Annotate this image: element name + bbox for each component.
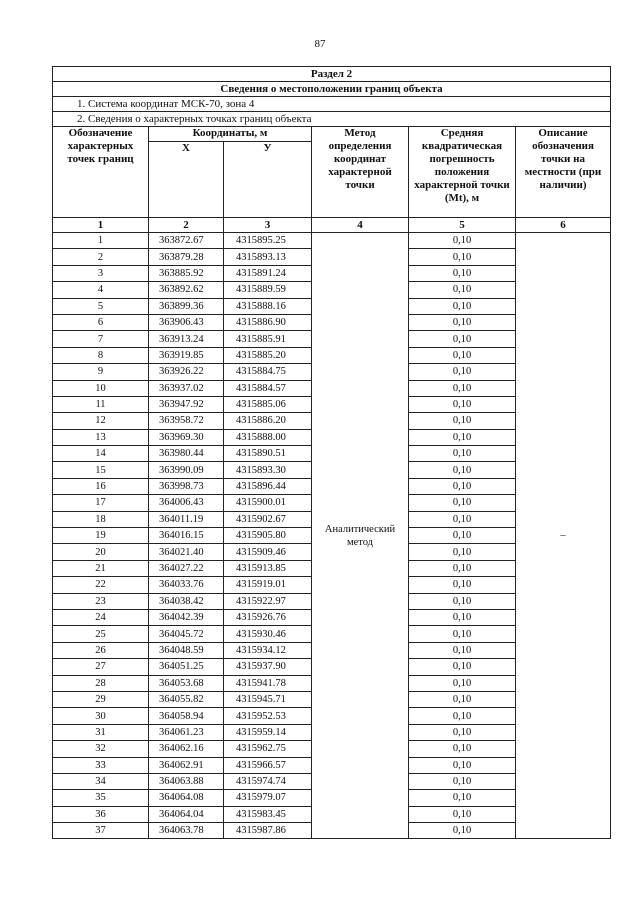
coord-y: 4315888.16 (224, 298, 312, 314)
point-number: 34 (53, 773, 149, 789)
info-line-points: 2. Сведения о характерных точках границ объекта (53, 112, 611, 127)
coord-y: 4315909.46 (224, 544, 312, 560)
accuracy-value: 0,10 (409, 790, 516, 806)
column-number: 4 (312, 218, 409, 233)
point-number: 14 (53, 446, 149, 462)
accuracy-value: 0,10 (409, 528, 516, 544)
coord-y: 4315900.01 (224, 495, 312, 511)
page-number: 87 (314, 38, 326, 50)
accuracy-value: 0,10 (409, 691, 516, 707)
point-number: 15 (53, 462, 149, 478)
coord-y: 4315945.71 (224, 691, 312, 707)
coord-y: 4315902.67 (224, 511, 312, 527)
coord-y: 4315889.59 (224, 282, 312, 298)
coord-y: 4315896.44 (224, 478, 312, 494)
coord-x: 363958.72 (149, 413, 224, 429)
point-number: 12 (53, 413, 149, 429)
coord-y: 4315885.91 (224, 331, 312, 347)
coord-x: 363906.43 (149, 314, 224, 330)
accuracy-value: 0,10 (409, 380, 516, 396)
point-number: 3 (53, 265, 149, 281)
info-title: Сведения о местоположении границ объекта (53, 82, 611, 97)
point-number: 32 (53, 741, 149, 757)
point-number: 36 (53, 806, 149, 822)
point-number: 37 (53, 823, 149, 839)
coord-y: 4315893.13 (224, 249, 312, 265)
coord-y: 4315966.57 (224, 757, 312, 773)
point-number: 29 (53, 691, 149, 707)
coord-x: 363919.85 (149, 347, 224, 363)
point-number: 28 (53, 675, 149, 691)
coord-y: 4315987.86 (224, 823, 312, 839)
coord-x: 363937.02 (149, 380, 224, 396)
accuracy-value: 0,10 (409, 282, 516, 298)
coord-y: 4315885.06 (224, 396, 312, 412)
coord-x: 363872.67 (149, 233, 224, 249)
header-coords: Координаты, м (149, 127, 312, 142)
coord-x: 363879.28 (149, 249, 224, 265)
accuracy-value: 0,10 (409, 511, 516, 527)
accuracy-value: 0,10 (409, 757, 516, 773)
point-number: 17 (53, 495, 149, 511)
coord-x: 364045.72 (149, 626, 224, 642)
header-x: X (149, 142, 224, 218)
coord-x: 364038.42 (149, 593, 224, 609)
column-number: 2 (149, 218, 224, 233)
info-line-crs: 1. Система координат МСК-70, зона 4 (53, 97, 611, 112)
point-number: 21 (53, 560, 149, 576)
coord-y: 4315962.75 (224, 741, 312, 757)
accuracy-value: 0,10 (409, 675, 516, 691)
coord-x: 363947.92 (149, 396, 224, 412)
accuracy-value: 0,10 (409, 642, 516, 658)
coord-x: 364055.82 (149, 691, 224, 707)
accuracy-value: 0,10 (409, 446, 516, 462)
accuracy-value: 0,10 (409, 478, 516, 494)
point-number: 16 (53, 478, 149, 494)
accuracy-value: 0,10 (409, 773, 516, 789)
coord-y: 4315885.20 (224, 347, 312, 363)
coord-x: 364061.23 (149, 724, 224, 740)
accuracy-value: 0,10 (409, 544, 516, 560)
accuracy-value: 0,10 (409, 364, 516, 380)
column-number: 1 (53, 218, 149, 233)
point-number: 23 (53, 593, 149, 609)
section-title: Раздел 2 (53, 67, 611, 82)
coord-x: 364033.76 (149, 577, 224, 593)
accuracy-value: 0,10 (409, 577, 516, 593)
accuracy-value: 0,10 (409, 659, 516, 675)
coord-y: 4315890.51 (224, 446, 312, 462)
accuracy-value: 0,10 (409, 593, 516, 609)
accuracy-value: 0,10 (409, 823, 516, 839)
accuracy-value: 0,10 (409, 609, 516, 625)
coord-x: 364058.94 (149, 708, 224, 724)
coord-x: 363892.62 (149, 282, 224, 298)
point-number: 33 (53, 757, 149, 773)
point-number: 5 (53, 298, 149, 314)
coord-x: 364063.78 (149, 823, 224, 839)
coord-y: 4315959.14 (224, 724, 312, 740)
point-number: 25 (53, 626, 149, 642)
method-cell: Аналитический метод (312, 233, 409, 839)
accuracy-value: 0,10 (409, 413, 516, 429)
coord-x: 364064.08 (149, 790, 224, 806)
point-number: 26 (53, 642, 149, 658)
coord-y: 4315913.85 (224, 560, 312, 576)
coord-x: 364062.16 (149, 741, 224, 757)
coord-x: 364064.04 (149, 806, 224, 822)
point-number: 27 (53, 659, 149, 675)
coord-x: 363990.09 (149, 462, 224, 478)
coord-x: 363926.22 (149, 364, 224, 380)
accuracy-value: 0,10 (409, 265, 516, 281)
point-number: 9 (53, 364, 149, 380)
coord-y: 4315922.97 (224, 593, 312, 609)
coord-y: 4315934.12 (224, 642, 312, 658)
coord-x: 363899.36 (149, 298, 224, 314)
coord-y: 4315979.07 (224, 790, 312, 806)
coord-y: 4315937.90 (224, 659, 312, 675)
coord-y: 4315930.46 (224, 626, 312, 642)
point-number: 19 (53, 528, 149, 544)
point-number: 2 (53, 249, 149, 265)
coord-x: 363885.92 (149, 265, 224, 281)
point-number: 18 (53, 511, 149, 527)
coord-y: 4315893.30 (224, 462, 312, 478)
accuracy-value: 0,10 (409, 741, 516, 757)
accuracy-value: 0,10 (409, 249, 516, 265)
coord-x: 364027.22 (149, 560, 224, 576)
coord-y: 4315941.78 (224, 675, 312, 691)
accuracy-value: 0,10 (409, 331, 516, 347)
coord-y: 4315884.75 (224, 364, 312, 380)
coord-y: 4315886.20 (224, 413, 312, 429)
column-number: 6 (516, 218, 611, 233)
coord-y: 4315983.45 (224, 806, 312, 822)
table-row (53, 233, 611, 249)
accuracy-value: 0,10 (409, 347, 516, 363)
accuracy-value: 0,10 (409, 396, 516, 412)
coord-x: 364051.25 (149, 659, 224, 675)
accuracy-value: 0,10 (409, 495, 516, 511)
coord-x: 364006.43 (149, 495, 224, 511)
header-method: Метод определения координат характерной точки (312, 127, 409, 218)
header-accuracy: Средняя квадратическая погрешность положения характерной точки (Mt), м (409, 127, 516, 218)
accuracy-value: 0,10 (409, 806, 516, 822)
coord-y: 4315891.24 (224, 265, 312, 281)
header-description: Описание обозначения точки на местности (при наличии) (516, 127, 611, 218)
header-point: Обозначение характерных точек границ (53, 127, 149, 218)
coord-x: 363998.73 (149, 478, 224, 494)
accuracy-value: 0,10 (409, 724, 516, 740)
column-number: 5 (409, 218, 516, 233)
point-number: 11 (53, 396, 149, 412)
point-number: 10 (53, 380, 149, 396)
coord-y: 4315886.90 (224, 314, 312, 330)
point-number: 7 (53, 331, 149, 347)
accuracy-value: 0,10 (409, 626, 516, 642)
point-number: 13 (53, 429, 149, 445)
coord-y: 4315888.00 (224, 429, 312, 445)
coord-x: 364021.40 (149, 544, 224, 560)
point-number: 6 (53, 314, 149, 330)
coord-x: 364063.88 (149, 773, 224, 789)
coord-y: 4315895.25 (224, 233, 312, 249)
coord-x: 364048.59 (149, 642, 224, 658)
point-number: 22 (53, 577, 149, 593)
accuracy-value: 0,10 (409, 314, 516, 330)
point-number: 30 (53, 708, 149, 724)
coord-y: 4315919.01 (224, 577, 312, 593)
boundary-table (52, 66, 611, 839)
point-number: 31 (53, 724, 149, 740)
accuracy-value: 0,10 (409, 429, 516, 445)
point-number: 8 (53, 347, 149, 363)
accuracy-value: 0,10 (409, 233, 516, 249)
coord-x: 363913.24 (149, 331, 224, 347)
point-number: 35 (53, 790, 149, 806)
accuracy-value: 0,10 (409, 462, 516, 478)
coord-y: 4315884.57 (224, 380, 312, 396)
coord-x: 364053.68 (149, 675, 224, 691)
coord-x: 363980.44 (149, 446, 224, 462)
coord-y: 4315926.76 (224, 609, 312, 625)
coord-x: 363969.30 (149, 429, 224, 445)
point-number: 24 (53, 609, 149, 625)
accuracy-value: 0,10 (409, 298, 516, 314)
accuracy-value: 0,10 (409, 708, 516, 724)
point-number: 20 (53, 544, 149, 560)
column-number: 3 (224, 218, 312, 233)
description-cell: – (516, 233, 611, 839)
coord-y: 4315905.80 (224, 528, 312, 544)
accuracy-value: 0,10 (409, 560, 516, 576)
coord-y: 4315952.53 (224, 708, 312, 724)
coord-x: 364042.39 (149, 609, 224, 625)
coord-y: 4315974.74 (224, 773, 312, 789)
point-number: 1 (53, 233, 149, 249)
coord-x: 364016.15 (149, 528, 224, 544)
point-number: 4 (53, 282, 149, 298)
coord-x: 364062.91 (149, 757, 224, 773)
header-y: У (224, 142, 312, 218)
coord-x: 364011.19 (149, 511, 224, 527)
